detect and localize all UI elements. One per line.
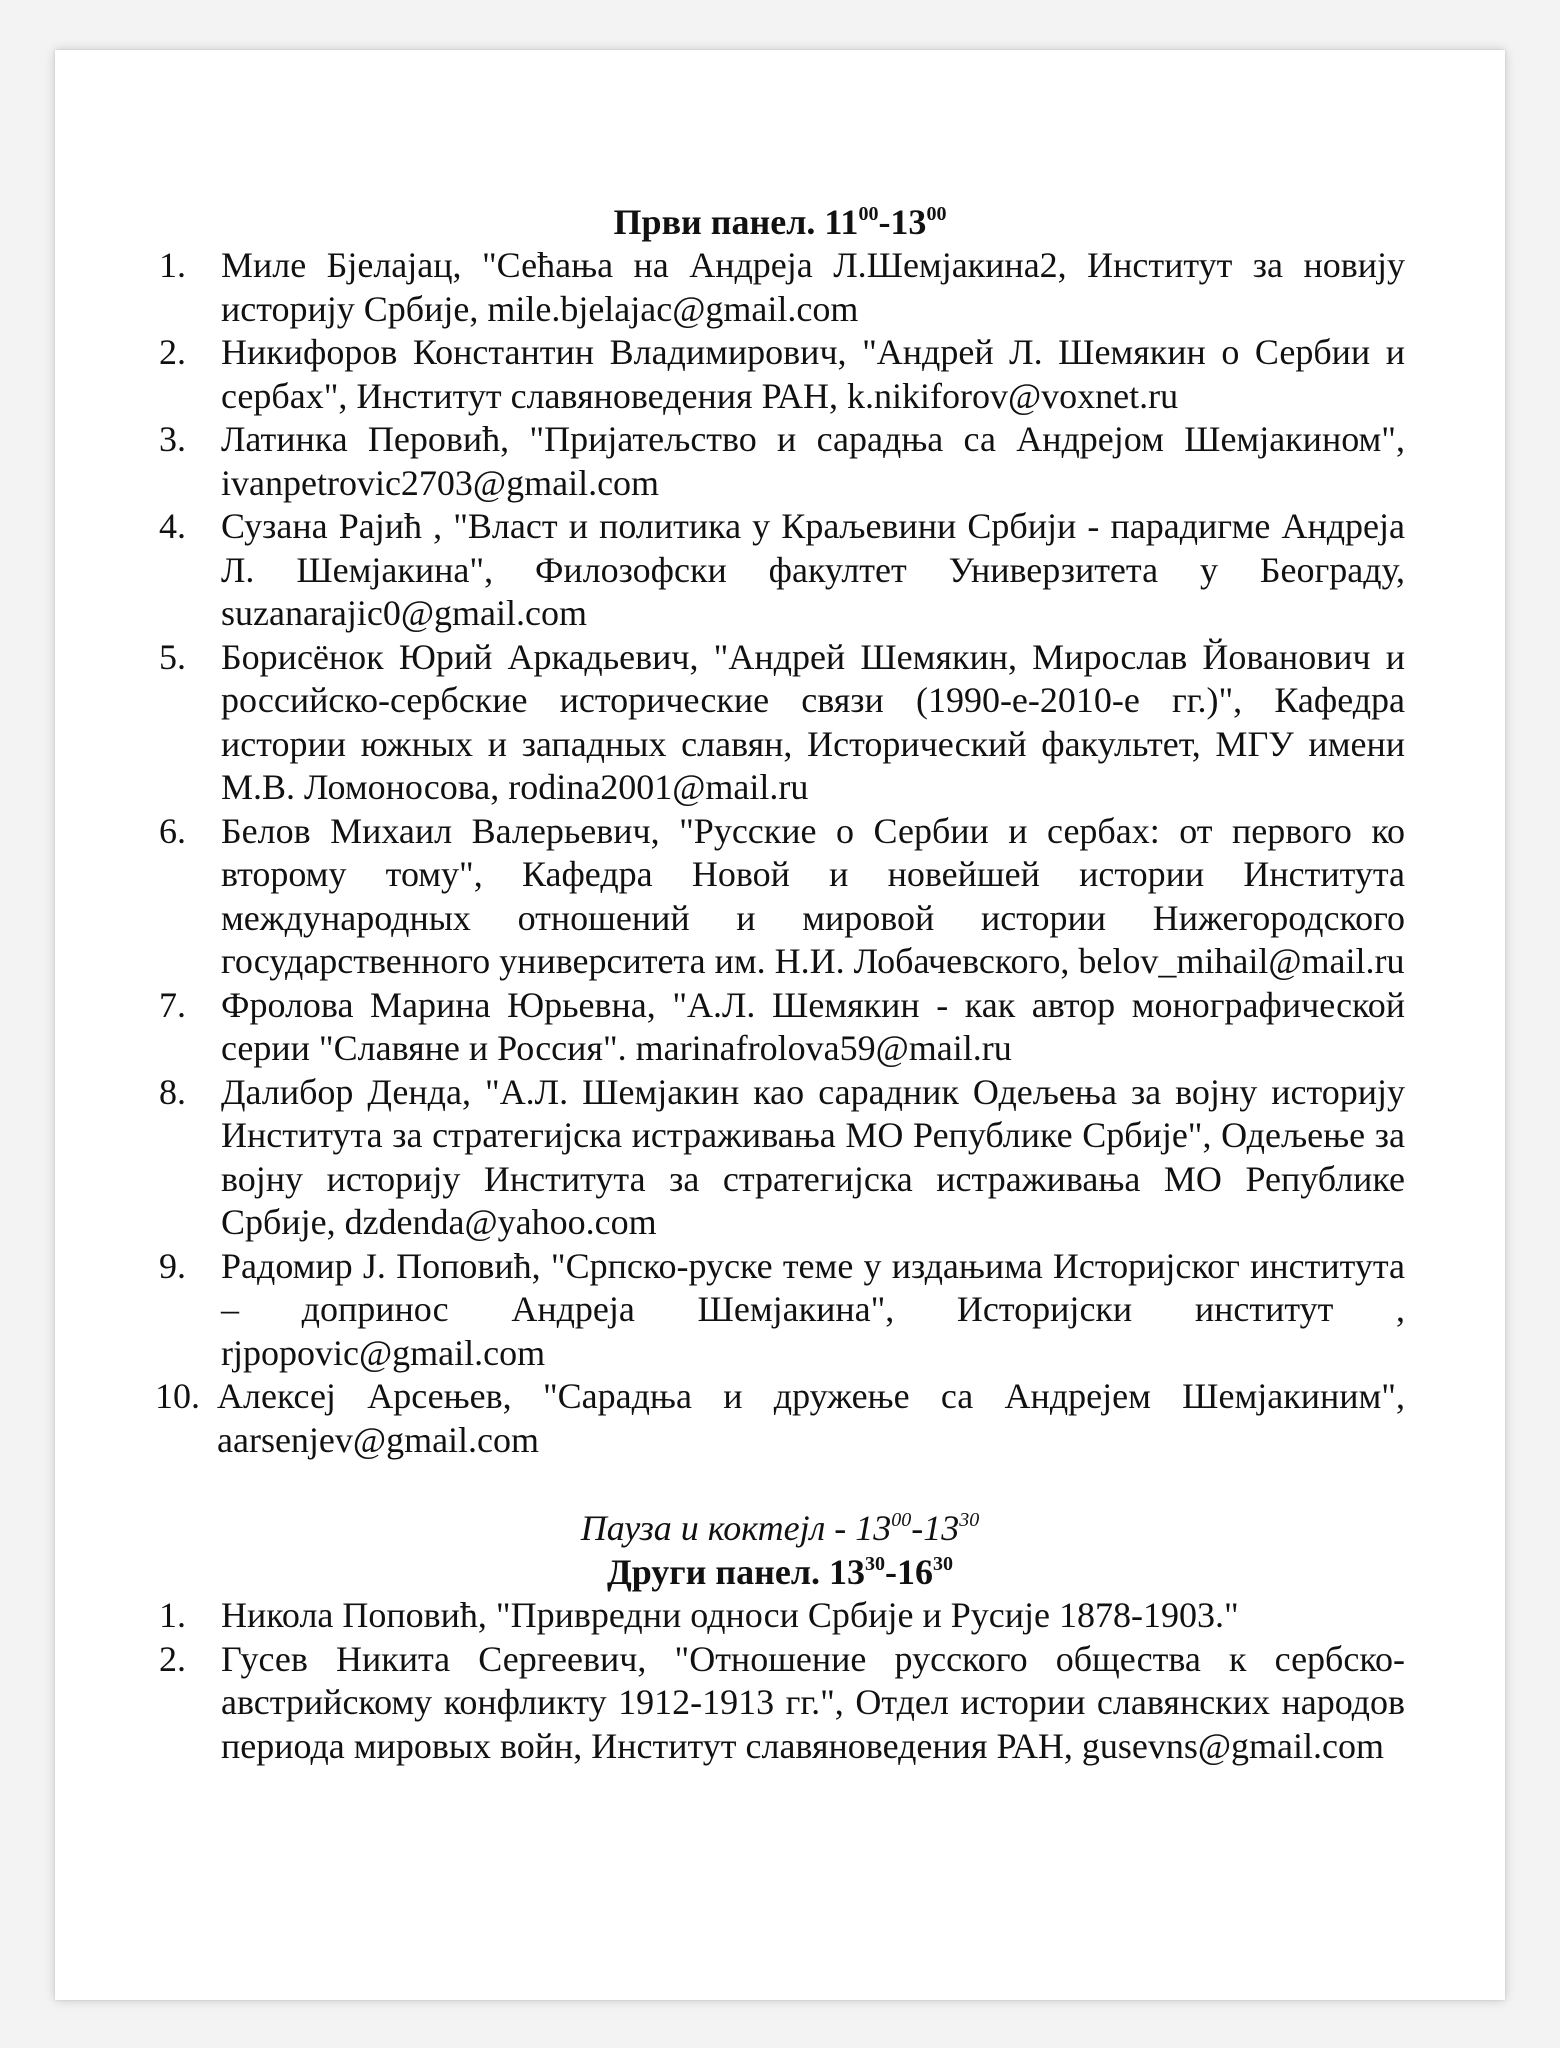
list-item: 8. Далибор Денда, "А.Л. Шемјакин као сарадник Одељења за војну историју Института за стратегијска истраживања МО Републике Србије", Одељење за војну историју Института за стратегијска истраживања МО Републике Србије, dzdenda@yahoo.com [159,1071,1405,1242]
list-item: 5. Борисёнок Юрий Аркадьевич, "Андрей Шемякин, Мирослав Йованович и российско-сербские исторические связи (1990-е-2010-е гг.)", Кафедра истории южных и западных славян, Исторический факультет, МГУ имени М.В. Ломоносова, rodina2001@mail.ru [159,636,1405,807]
panel-2-list [155,1594,1405,1768]
panel-2-heading: Други панел. $13^{30}-16^{30}$ [606,1552,954,1592]
panel-1-heading: Први панел. $11^{00}-13^{00}$ [613,202,947,242]
panel-1-list [155,244,1405,1462]
list-item: 7. Фролова Марина Юрьевна, "А.Л. Шемякин - как автор монографической серии "Славяне и Россия". marinafrolova59@mail.ru [159,984,1405,1068]
document-content [155,200,1405,1768]
list-item: 1. Миле Бјелајац, "Сећања на Андреја Л.Шемјакина2, Институт за новију историју Србије, mile.bjelajac@gmail.com [159,245,1405,329]
list-item: 2. Гусев Никита Сергеевич, "Отношение русского общества к сербско-австрийскому конфликту 1912-1913 гг.", Отдел истории славянских народов периода мировых войн, Институт славяноведения РАН, gusevns@gmail.com [159,1638,1405,1766]
list-item: 9. Радомир Ј. Поповић, "Српско-руске теме у издањима Историјског института – допринос Андреја Шемјакина", Историјски институт , rjpopovic@gmail.com [159,1245,1405,1373]
list-item: 1. Никола Поповић, "Привредни односи Србије и Русије 1878-1903." [159,1595,1239,1635]
list-item: 2. Никифоров Константин Владимирович, "Андрей Л. Шемякин о Сербии и сербах", Институт славяноведения РАН, k.nikiforov@voxnet.ru [159,332,1405,416]
list-item: 10. Алексеј Арсењев, "Сарадња и дружење са Андрејем Шемјакиним", aarsenjev@gmail.com [155,1376,1405,1460]
pause-heading: Пауза и коктејл - $13^{00}-13^{30}$ [580,1508,980,1548]
spacer [155,1462,1405,1506]
list-item: 6. Белов Михаил Валерьевич, "Русские о Сербии и сербах: от первого ко второму тому", Кафедра Новой и новейшей истории Института международных отношений и мировой истории Нижегородского государственного университета им. Н.И. Лобачевского, belov_mihail@mail.ru [159,810,1405,981]
document-page [55,50,1505,2000]
list-item: 3. Латинка Перовић, "Пријатељство и сарадња са Андрејом Шемјакином", ivanpetrovic2703@gmail.com [159,419,1405,503]
list-item: 4. Сузана Рајић , "Власт и политика у Краљевини Србији - парадигме Андреја Л. Шемјакина", Филозофски факултет Универзитета у Београду, suzanarajic0@gmail.com [159,506,1405,633]
